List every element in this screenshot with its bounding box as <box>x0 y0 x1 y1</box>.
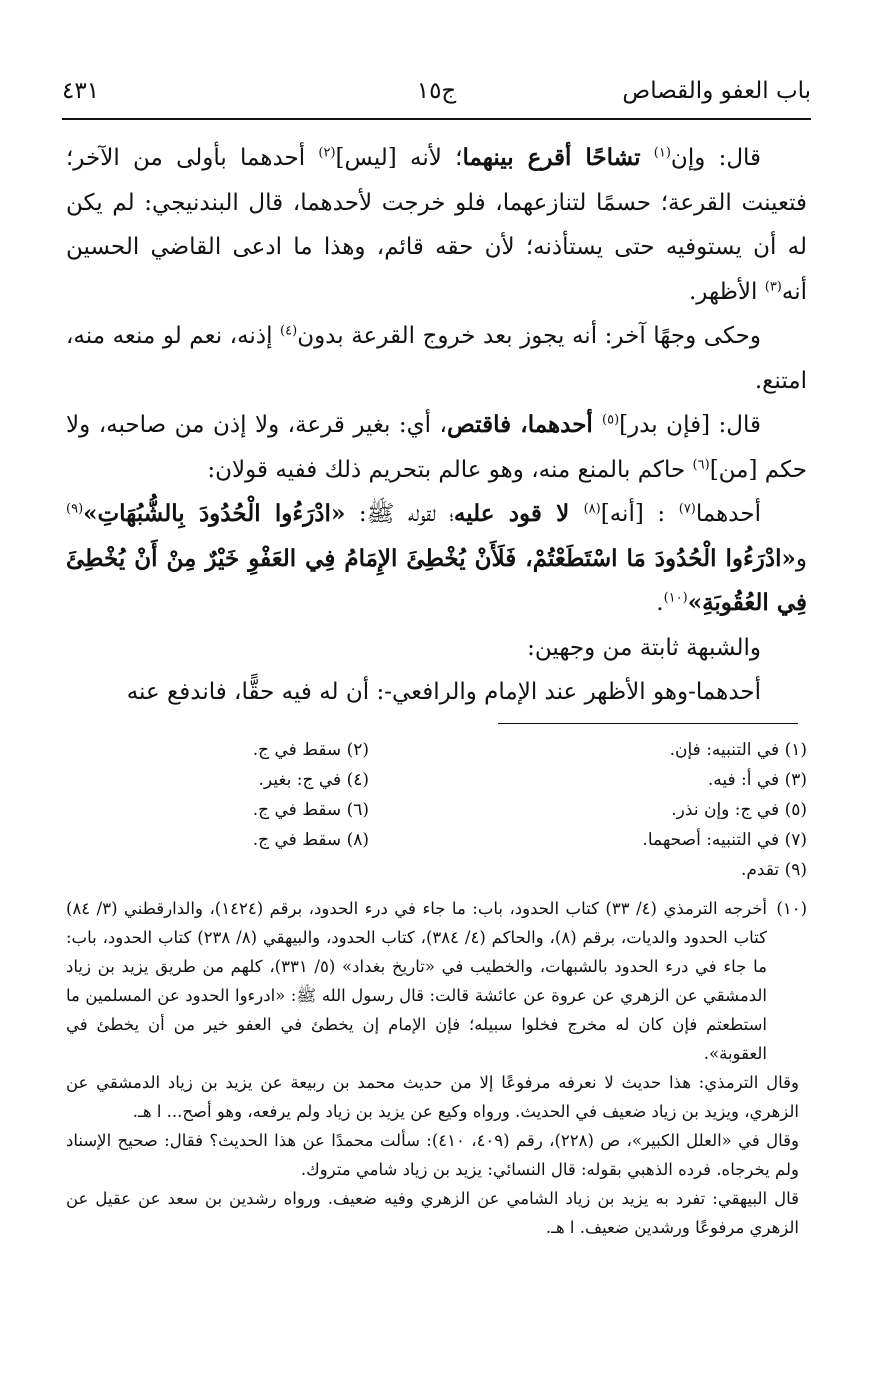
footnote-ref: (٢) <box>318 145 336 161</box>
volume-label: ج١٥ <box>416 78 457 104</box>
footnote: (٢) سقط في ج. <box>252 740 369 760</box>
footnote-ref: (٤) <box>280 323 298 339</box>
footnote-ref: (٨) <box>583 501 601 517</box>
matn-text: تشاحًا أقرع بينهما <box>462 144 641 171</box>
paragraph: والشبهة ثابتة من وجهين: <box>527 634 761 661</box>
footnote-ref: (٧) <box>678 501 696 517</box>
header-rule <box>62 118 811 120</box>
page-number: ٤٣١ <box>62 78 100 104</box>
footnote: (١) في التنبيه: فإن. <box>669 740 807 760</box>
footnote-ref: (٦) <box>692 456 710 472</box>
running-header <box>62 78 811 118</box>
footnote-row <box>67 795 807 825</box>
matn-text: لا قود عليه <box>453 500 584 527</box>
footnote-number: (١٠) <box>776 899 807 918</box>
footnote-ref: (٥) <box>602 412 620 428</box>
footnote-paragraph: وقال الترمذي: هذا حديث لا نعرفه مرفوعًا إلا من حديث محمد بن ربيعة عن يزيد بن زياد الدمشقي عن الزهري، ويزيد بن زياد ضعيف في الحديث. ورواه وكيع عن يزيد بن زياد ولم يرفعه، وهو أصح... ا هـ. <box>66 1073 799 1121</box>
footnote-row <box>67 825 807 855</box>
footnote-row <box>67 855 807 885</box>
footnote-paragraph: وقال في «العلل الكبير»، ص (٢٢٨)، رقم (٤٠٩، ٤١٠): سألت محمدًا عن هذا الحديث؟ فقال: صحيح الإسناد ولم يخرجاه. فرده الذهبي بقوله: قال النسائي: يزيد بن زياد شامي متروك. <box>66 1131 799 1179</box>
footnote-ref: (٣) <box>764 278 782 294</box>
footnote-ref: (٩) <box>66 501 84 517</box>
paragraph: قال: [فإن بدر]$^{(٥)}$ أحدهما، فاقتص، أي: بغير قرعة، ولا إذن من صاحبه، ولا حكم [من]$^{(٦)}$ حاكم بالمنع منه، وهو عالم بتحريم ذلك ففيه قولان: <box>66 411 807 483</box>
footnote-ref: (١) <box>653 145 671 161</box>
matn-text: أحدهما، فاقتص <box>446 411 602 438</box>
footnote-paragraph: (١٠) أخرجه الترمذي (٤/ ٣٣) كتاب الحدود، باب: ما جاء في درء الحدود، برقم (١٤٢٤)، والدارقطني (٣/ ٨٤) كتاب الحدود والديات، برقم (٨)، والحاكم (٤/ ٣٨٤)، كتاب الحدود، والبيهقي (٨/ ٢٣٨) كتاب الحدود، باب: ما جاء في درء الحدود بالشبهات، والخطيب في «تاريخ بغداد» (٥/ ٣٣١)، كلهم من طريق يزيد بن زياد الدمشقي عن الزهري عن عروة عن عائشة قالت: قال رسول الله ﷺ: «ادرءوا الحدود عن المسلمين ما استطعتم فإن كان له مخرج فخلوا سبيله؛ فإن الإمام إن يخطئ في العفو خير من أن يخطئ في العقوبة». <box>66 894 807 1068</box>
paragraph: أحدهما$^{(٧)}$ : [أنه]$^{(٨)}$ لا قود عليه؛ لقوله ﷺ: «ادْرَءُوا الْحُدُودَ بِالشُّبُهَاتِ»$^{(٩)}$ و«ادْرَءُوا الْحُدُودَ مَا اسْتَطَعْتُمْ، فَلَأَنْ يُخْطِئَ الإِمَامُ فِي العَفْوِ خَيْرٌ مِنْ أَنْ يُخْطِئَ فِي العُقُوبَةِ»$^{(١٠)}$. <box>66 500 807 616</box>
footnote-row <box>67 765 807 795</box>
footnote: (٦) سقط في ج. <box>252 800 369 820</box>
main-text <box>66 136 807 715</box>
footnote: (٤) في ج: بغير. <box>258 770 369 790</box>
footnote: (٥) في ج: وإن نذر. <box>671 800 807 820</box>
footnote-paragraph: قال البيهقي: تفرد به يزيد بن زياد الشامي عن الزهري وفيه ضعيف. ورواه رشدين بن سعد عن عقيل عن الزهري مرفوعًا ورشدين ضعيف. ا هـ. <box>66 1189 799 1237</box>
footnotes-short <box>67 735 807 885</box>
footnote-ref: (١٠) <box>663 590 688 606</box>
footnote: (٨) سقط في ج. <box>252 830 369 850</box>
paragraph: وحكى وجهًا آخر: أنه يجوز بعد خروج القرعة بدون$^{(٤)}$ إذنه، نعم لو منعه منه، امتنع. <box>66 323 807 394</box>
footnote: (٩) تقدم. <box>740 860 807 880</box>
hadith-quote: «ادْرَءُوا الْحُدُودَ بِالشُّبُهَاتِ» <box>83 500 346 527</box>
footnote-separator <box>498 723 798 724</box>
paragraph: قال: وإن$^{(١)}$ تشاحًا أقرع بينهما؛ لأنه [ليس]$^{(٢)}$ أحدهما بأولى من الآخر؛ فتعينت القرعة؛ حسمًا لتنازعهما، فلو خرجت لأحدهما، قال البندنيجي: لم يكن له أن يستوفيه حتى يستأذنه؛ لأن حقه قائم، وهذا ما ادعى القاضي الحسين أنه$^{(٣)}$ الأظهر. <box>66 144 807 305</box>
footnote-row <box>67 735 807 765</box>
footnote: (٣) في أ: فيه. <box>707 770 807 790</box>
footnote-10 <box>66 894 807 1242</box>
paragraph: أحدهما-وهو الأظهر عند الإمام والرافعي-: أن له فيه حقًّا، فاندفع عنه <box>126 679 761 705</box>
hadith-quote: «ادْرَءُوا الْحُدُودَ مَا اسْتَطَعْتُمْ، فَلَأَنْ يُخْطِئَ الإِمَامُ فِي العَفْوِ خَيْرٌ مِنْ أَنْ يُخْطِئَ فِي العُقُوبَةِ» <box>66 544 807 616</box>
chapter-title: باب العفو والقصاص <box>622 78 811 104</box>
footnote: (٧) في التنبيه: أصحهما. <box>642 830 807 850</box>
